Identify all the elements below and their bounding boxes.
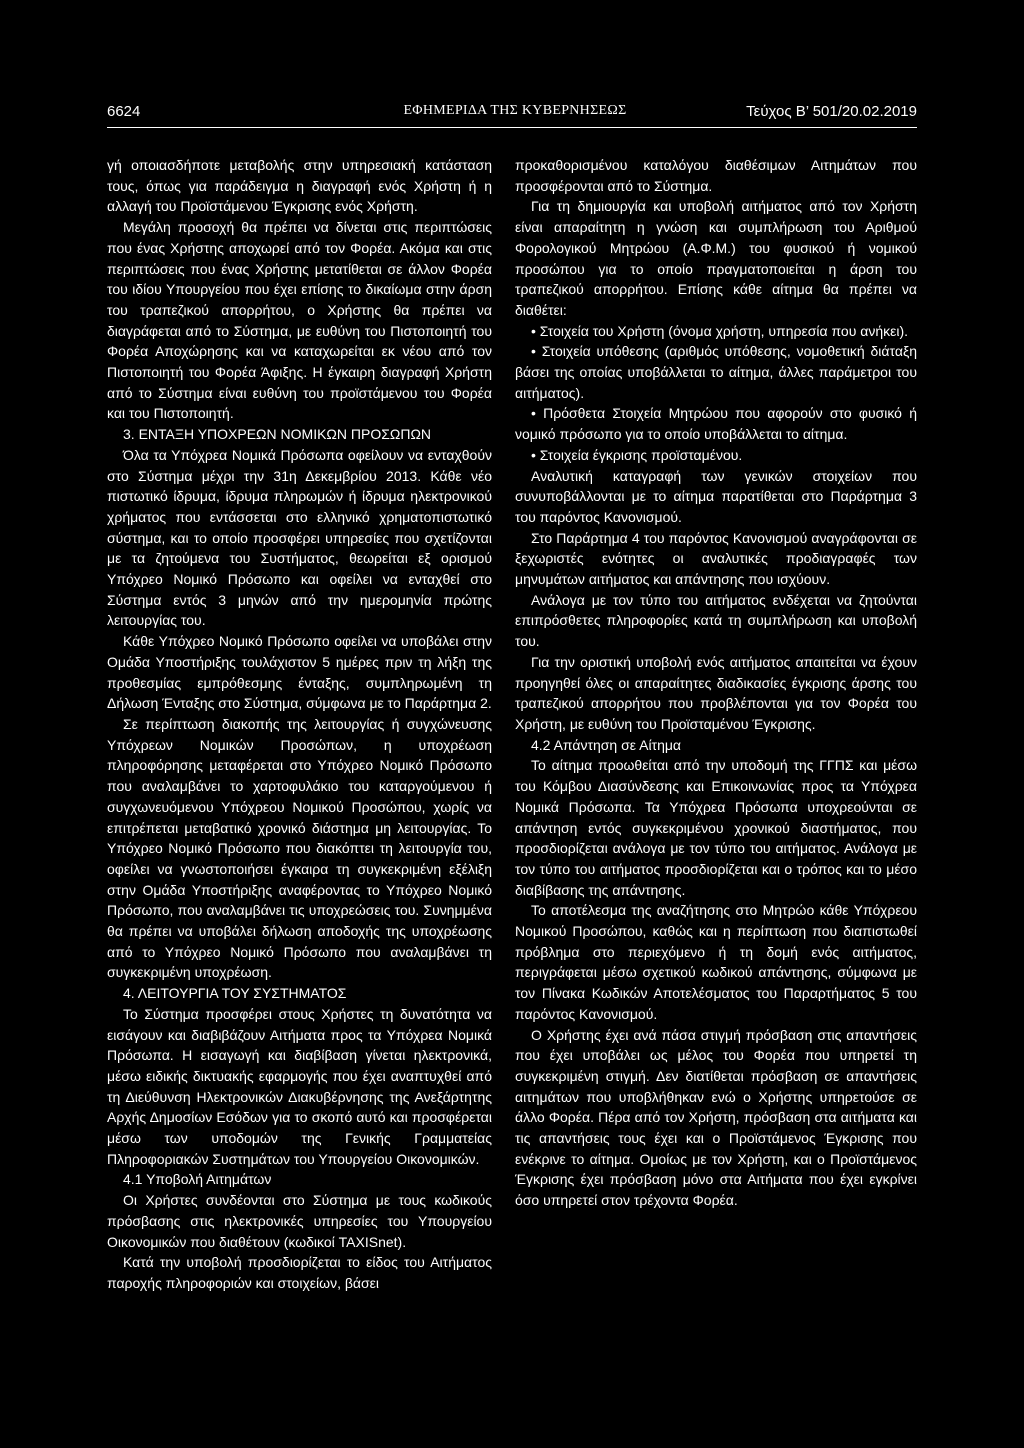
paragraph: Αναλυτική καταγραφή των γενικών στοιχείων που συνυποβάλλονται με το αίτημα παρατίθεται στο Παράρτημα 3 του παρόντος Κανονισμού. [515,467,917,525]
subsection-heading: 4.1 Υποβολή Αιτημάτων [123,1171,272,1188]
paragraph: Το αποτέλεσμα της αναζήτησης στο Μητρώο κάθε Υπόχρεου Νομικού Προσώπου, καθώς και η περίπτωση που διαπιστωθεί πρόβλημα στο περιεχόμενο ή τη δομή ενός αιτήματος, περιγράφεται μέσω σχετικού κωδικού απάντησης, σύμφωνα με τον Πίνακα Κωδικών Αποτελέσματος του Παραρτήματος 5 του παρόντος Κανονισμού. [515,902,917,1022]
subsection-heading: 4.2 Απάντηση σε Αίτημα [531,736,682,753]
paragraph: Ανάλογα με τον τύπο του αιτήματος ενδέχεται να ζητούνται επιπρόσθετες πληροφορίες κατά τη συμπλήρωση και υποβολή του. [515,591,917,650]
page-header [107,103,917,127]
paragraph: Για τη δημιουργία και υποβολή αιτήματος από τον Χρήστη είναι απαραίτητη η γνώση και συμπλήρωση του Αριθμού Φορολογικού Μητρώου (Α.Φ.Μ.) του φυσικού ή νομικού προσώπου για το οποίο πραγματοποιείται η άρση του τραπεζικού απορρήτου. Επίσης κάθε αίτημα θα πρέπει να διαθέτει: [515,198,917,318]
paragraph: Μεγάλη προσοχή θα πρέπει να δίνεται στις περιπτώσεις που ένας Χρήστης αποχωρεί από τον Φορέα. Ακόμα και στις περιπτώσεις που ένας Χρήστης μετατίθεται σε άλλον Φορέα του ιδίου Υπουργείου που έχει επίσης το δικαίωμα στην άρση του τραπεζικού απορρήτου, ο Χρήστης θα πρέπει να διαγράφεται από το Σύστημα, με ευθύνη του Πιστοποιητή του Φορέα Αποχώρησης και να καταχωρείται εκ νέου από τον Πιστοποιητή του Φορέα Άφιξης. Η έγκαιρη διαγραφή Χρήστη από το Σύστημα είναι ευθύνη του προϊστάμενου του Φορέα και του Πιστοποιητή. [107,219,492,422]
paragraph: Όλα τα Υπόχρεα Νομικά Πρόσωπα οφείλουν να ενταχθούν στο Σύστημα μέχρι την 31η Δεκεμβρίου 2013. Κάθε νέο πιστωτικό ίδρυμα, ίδρυμα πληρωμών ή ίδρυμα ηλεκτρονικού χρήματος που εντάσσεται στο ελληνικό χρηματοπιστωτικό σύστημα, και το οποίο προσφέρει υπηρεσίες που σχετίζονται με τα ζητούμενα του Συστήματος, θεωρείται εξ ορισμού Υπόχρεο Νομικό Πρόσωπο και οφείλει να ενταχθεί στο Σύστημα εντός 3 μηνών από την ημερομηνία πρώτης λειτουργίας του. [107,446,492,629]
paragraph: γή οποιασδήποτε μεταβολής στην υπηρεσιακή κατάσταση τους, όπως για παράδειγμα η διαγραφή ενός Χρήστη ή η αλλαγή του Προϊστάμενου Έγκρισης ενός Χρήστη. [107,157,492,215]
bullet-item: • Στοιχεία του Χρήστη (όνομα χρήστη, υπηρεσία που ανήκει). [531,322,909,339]
page-number: 6624 [107,103,141,120]
paragraph: Ο Χρήστης έχει ανά πάσα στιγμή πρόσβαση στις απαντήσεις που έχει υποβάλει ως μέλος του Φορέα που υπηρετεί τη συγκεκριμένη στιγμή. Δεν διατίθεται πρόσβαση σε απαντήσεις αιτημάτων που υποβλήθηκαν ενώ ο Χρήστης υπηρετούσε σε άλλο Φορέα. Πέρα από τον Χρήστη, πρόσβαση στα αιτήματα και τις απαντήσεις τους έχει και ο Προϊστάμενος Έγκρισης που ενέκρινε το αίτημα. Ομοίως με τον Χρήστη, και ο Προϊστάμενος Έγκρισης έχει πρόσβαση μόνο στα Αιτήματα που έχει εγκρίνει όσο υπηρετεί στον τρέχοντα Φορέα. [515,1026,917,1209]
paragraph: Οι Χρήστες συνδέονται στο Σύστημα με τους κωδικούς πρόσβασης στις ηλεκτρονικές υπηρεσίες του Υπουργείου Οικονομικών που διαθέτουν (κωδικοί TAXISnet). [107,1192,492,1250]
paragraph: Σε περίπτωση διακοπής της λειτουργίας ή συγχώνευσης Υπόχρεων Νομικών Προσώπων, η υποχρέωση πληροφόρησης μεταφέρεται στο Υπόχρεο Νομικό Πρόσωπο που αναλαμβάνει το χαρτοφυλάκιο του καταργούμενου ή συγχωνευόμενου Υπόχρεου Νομικού Προσώπου, χωρίς να επιτρέπεται μεταβατικό χρονικό διάστημα μη λειτουργίας. Το Υπόχρεο Νομικό Πρόσωπο που διακόπτει τη λειτουργία του, οφείλει να γνωστοποιήσει έγκαιρα τη συγκεκριμένη εξέλιξη στην Ομάδα Υποστήριξης αναφέροντας το Υπόχρεο Νομικό Πρόσωπο, που αναλαμβάνει τις υποχρεώσεις του. Συνημμένα θα πρέπει να υποβάλει δήλωση αποδοχής της υποχρέωσης από το Υπόχρεο Νομικό Πρόσωπο που αναλαμβάνει τη συγκεκριμένη υποχρέωση. [107,715,492,981]
bullet-item: • Στοιχεία έγκρισης προϊσταμένου. [531,446,743,463]
gazette-title: ΕΦΗΜΕΡΙΔΑ ΤΗΣ ΚΥΒΕΡΝΗΣΕΩΣ [403,103,627,118]
paragraph: Στο Παράρτημα 4 του παρόντος Κανονισμού αναγράφονται σε ξεχωριστές ενότητες οι αναλυτικές προδιαγραφές των μηνυμάτων αιτήματος και απάντησης που ισχύουν. [515,529,917,588]
bullet-item: • Στοιχεία υπόθεσης (αριθμός υπόθεσης, νομοθετική διάταξη βάσει της οποίας υποβάλλεται το αίτημα, άλλες παράμετροι του αιτήματος). [515,343,917,401]
right-column [515,155,917,1211]
header-rule [107,127,917,128]
paragraph: Κάθε Υπόχρεο Νομικό Πρόσωπο οφείλει να υποβάλει στην Ομάδα Υποστήριξης τουλάχιστον 5 ημέρες πριν τη λήξη της προθεσμίας εμπρόθεσμης ένταξης, συμπληρωμένη τη Δήλωση Ένταξης στο Σύστημα, σύμφωνα με το Παράρτημα 2. [107,633,492,712]
paragraph: Κατά την υποβολή προσδιορίζεται το είδος του Αιτήματος παροχής πληροφοριών και στοιχείων, βάσει [107,1254,492,1291]
paragraph: Για την οριστική υποβολή ενός αιτήματος απαιτείται να έχουν προηγηθεί όλες οι απαραίτητες διαδικασίες έγκρισης άρσης του τραπεζικού απορρήτου που προβλέπονται για τον Φορέα του Χρήστη, με ευθύνη του Προϊσταμένου Έγκρισης. [515,653,917,732]
paragraph: Το Σύστημα προσφέρει στους Χρήστες τη δυνατότητα να εισάγουν και διαβιβάζουν Αιτήματα προς τα Υπόχρεα Νομικά Πρόσωπα. Η εισαγωγή και διαβίβαση γίνεται ηλεκτρονικά, μέσω ειδικής δικτυακής εφαρμογής που έχει αναπτυχθεί από τη Διεύθυνση Ηλεκτρονικών Διακυβέρνησης της Ανεξάρτητης Αρχής Δημοσίων Εσόδων για το σκοπό αυτό και προσφέρεται μέσω των υποδομών της Γενικής Γραμματείας Πληροφοριακών Συστημάτων του Υπουργείου Οικονομικών. [107,1005,492,1167]
section-heading: 3. ΕΝΤΑΞΗ ΥΠΟΧΡΕΩΝ ΝΟΜΙΚΩΝ ΠΡΟΣΩΠΩΝ [123,426,432,443]
left-column [107,155,492,1294]
bullet-item: • Πρόσθετα Στοιχεία Μητρώου που αφορούν στο φυσικό ή νομικό πρόσωπο για το οποίο υποβάλλεται το αίτημα. [515,405,917,443]
paragraph: προκαθορισμένου καταλόγου διαθέσιμων Αιτημάτων που προσφέρονται από το Σύστημα. [515,157,917,194]
section-heading: 4. ΛΕΙΤΟΥΡΓΙΑ ΤΟΥ ΣΥΣΤΗΜΑΤΟΣ [123,985,347,1002]
issue-info: Τεύχος Β’ 501/20.02.2019 [746,103,917,120]
paragraph: Το αίτημα προωθείται από την υποδομή της ΓΓΠΣ και μέσω του Κόμβου Διασύνδεσης και Επικοινωνίας προς τα Υπόχρεα Νομικά Πρόσωπα. Τα Υπόχρεα Πρόσωπα υποχρεούνται σε απάντηση εντός συγκεκριμένου χρονικού διαστήματος, που προσδιορίζεται ανάλογα με τον τύπο του αιτήματος. Ανάλογα με τον τύπο του αιτήματος προσδιορίζεται και ο τρόπος και το μέσο διαβίβασης της απάντησης. [515,757,917,898]
